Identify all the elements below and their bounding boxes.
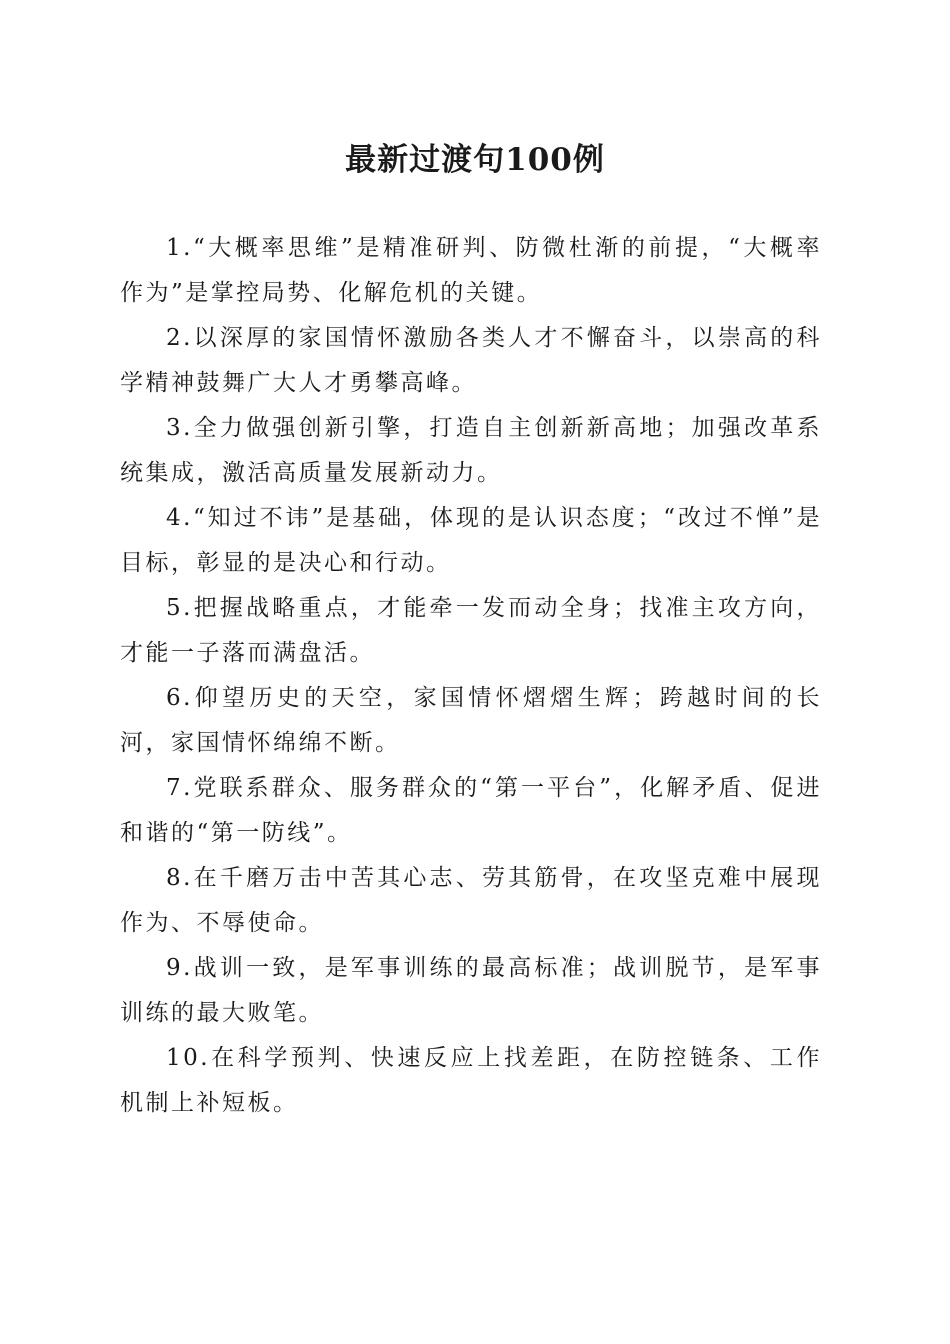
document-title: 最新过渡句100例 <box>345 142 605 178</box>
list-item: 2.以深厚的家国情怀激励各类人才不懈奋斗，以崇高的科学精神鼓舞广大人才勇攀高峰。 <box>120 325 822 396</box>
transition-sentence-list <box>120 226 822 1126</box>
list-item: 3.全力做强创新引擎，打造自主创新新高地；加强改革系统集成，激活高质量发展新动力。 <box>120 415 822 486</box>
list-item: 1.“大概率思维”是精准研判、防微杜渐的前提，“大概率作为”是掌控局势、化解危机的关键。 <box>120 235 822 306</box>
list-item: 8.在千磨万击中苦其心志、劳其筋骨，在攻坚克难中展现作为、不辱使命。 <box>120 865 822 936</box>
list-item: 10.在科学预判、快速反应上找差距，在防控链条、工作机制上补短板。 <box>120 1045 822 1116</box>
list-item: 9.战训一致，是军事训练的最高标准；战训脱节，是军事训练的最大败笔。 <box>120 955 822 1026</box>
list-item: 4.“知过不讳”是基础，体现的是认识态度；“改过不惮”是目标，彰显的是决心和行动。 <box>120 505 822 576</box>
list-item: 7.党联系群众、服务群众的“第一平台”，化解矛盾、促进和谐的“第一防线”。 <box>120 775 822 846</box>
list-item: 6.仰望历史的天空，家国情怀熠熠生辉；跨越时间的长河，家国情怀绵绵不断。 <box>120 685 822 756</box>
list-item: 5.把握战略重点，才能牵一发而动全身；找准主攻方向，才能一子落而满盘活。 <box>120 595 822 666</box>
